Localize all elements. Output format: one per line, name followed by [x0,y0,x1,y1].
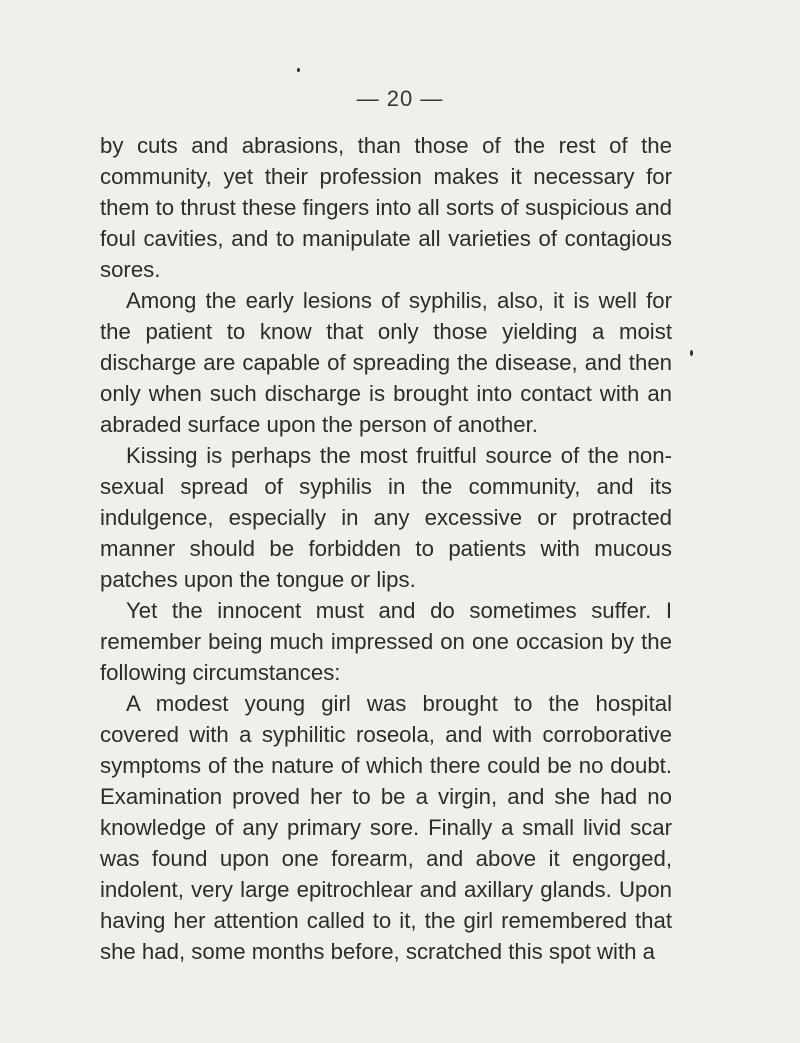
paragraph-1: by cuts and abrasions, than those of the rest of the community, yet their profession makes it necessary for them to thrust these fingers into all sorts of suspicious and foul cavities, and to manipulate all varieties of contagious sores. [100,133,672,282]
print-speck-top [297,68,300,72]
page-number: — 20 — [356,86,444,111]
paragraph-3: Kissing is perhaps the most fruitful source of the non-sexual spread of syphilis in the community, and its indulgence, especially in any excessive or protracted manner should be forbidden to patients with mucous patches upon the tongue or lips. [100,443,672,592]
paragraph-2: Among the early lesions of syphilis, also, it is well for the patient to know that only those yielding a moist discharge are capable of spreading the disease, and then only when such discharge is brought into contact with an abraded surface upon the person of another. [100,288,672,437]
body-text [100,130,672,967]
print-speck-margin [690,350,693,356]
paragraph-5: A modest young girl was brought to the hospital covered with a syphilitic roseola, and with corroborative symptoms of the nature of which there could be no doubt. Examination proved her to be a virgin, and she had no knowledge of any primary sore. Finally a small livid scar was found upon one forearm, and above it engorged, indolent, very large epitrochlear and axillary glands. Upon having her attention called to it, the girl remembered that she had, some months before, scratched this spot with a [100,691,672,964]
paragraph-4: Yet the innocent must and do sometimes suffer. I remember being much impressed on one occasion by the following circumstances: [100,598,672,685]
